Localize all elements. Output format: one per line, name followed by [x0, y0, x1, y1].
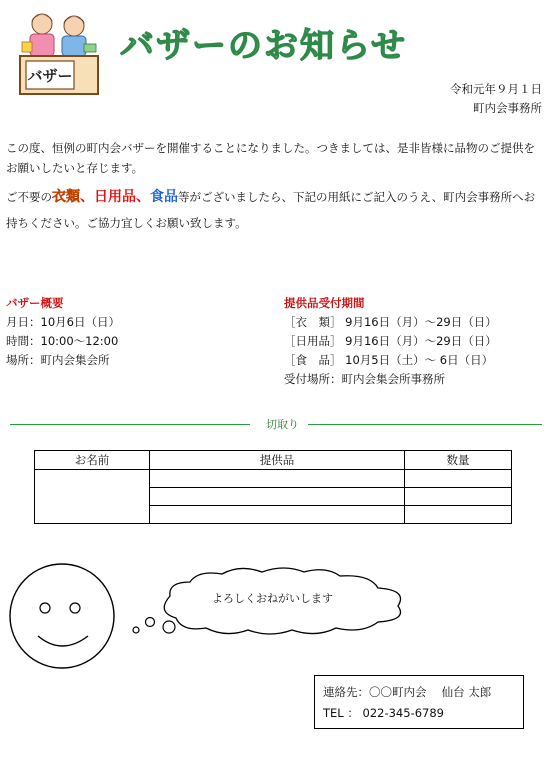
issue-info — [450, 80, 542, 118]
smiley-face — [10, 564, 114, 668]
name-cell[interactable] — [35, 470, 150, 524]
overview-time: 時間：10:00～12:00 — [6, 334, 119, 348]
item-cell[interactable] — [150, 488, 405, 506]
item-daily-goods: 日用品 — [94, 189, 136, 205]
bazaar-overview — [6, 294, 120, 370]
cut-label: 切取り — [262, 416, 303, 432]
table-row — [35, 470, 512, 488]
contact-name: 連絡先：〇〇町内会 仙台 太郎 — [323, 685, 492, 699]
contact-phone: TEL ： 022-345-6789 — [323, 706, 444, 720]
bazaar-stall-illustration — [18, 6, 100, 98]
stall-sign-text: バザー — [27, 67, 73, 85]
reception-period — [284, 294, 497, 389]
donation-form-table — [34, 450, 512, 524]
overview-place: 場所：町内会集会所 — [6, 353, 110, 367]
item-clothes: 衣類 — [52, 189, 80, 205]
request-suffix: 等がございましたら、下記の用紙にご記入のうえ、町内会事務所へお持ちください。ご協力宜しくお願い致します。 — [6, 190, 536, 230]
item-cell[interactable] — [150, 470, 405, 488]
request-prefix: ご不要の — [6, 190, 52, 204]
item-food: 食品 — [150, 189, 178, 205]
issue-date: 令和元年９月１日 — [450, 82, 542, 96]
quantity-cell[interactable] — [405, 470, 512, 488]
header-quantity: 数量 — [405, 451, 512, 470]
item-separator: 、 — [80, 189, 94, 205]
speech-bubble-text: よろしくおねがいします — [212, 592, 333, 605]
table-header-row — [35, 451, 512, 470]
smiley-face-illustration — [0, 560, 420, 680]
header-item: 提供品 — [150, 451, 405, 470]
item-cell[interactable] — [150, 506, 405, 524]
reception-daily-goods: ［日用品］ 9月16日（月）～29日（日） — [284, 334, 497, 348]
reception-place: 受付場所：町内会集会所事務所 — [284, 372, 445, 386]
item-separator: 、 — [136, 189, 150, 205]
cut-line-right — [308, 424, 542, 425]
intro-paragraph: この度、恒例の町内会バザーを開催することになりました。つきましては、是非皆様に品物のご提供をお願いしたいと存じます。 — [6, 141, 535, 175]
overview-date: 月日：10月6日（日） — [6, 315, 120, 329]
page-title: バザーのお知らせ — [120, 26, 407, 66]
cut-line-left — [10, 424, 250, 425]
quantity-cell[interactable] — [405, 488, 512, 506]
reception-clothes: ［衣 類］ 9月16日（月）～29日（日） — [284, 315, 497, 329]
quantity-cell[interactable] — [405, 506, 512, 524]
reception-heading: 提供品受付期間 — [284, 296, 365, 310]
overview-heading: バザー概要 — [6, 296, 64, 310]
reception-food: ［食 品］ 10月5日（土）～ 6日（日） — [284, 353, 494, 367]
request-paragraph — [6, 184, 546, 236]
contact-box — [314, 675, 524, 729]
header-name: お名前 — [35, 451, 150, 470]
issuer-name: 町内会事務所 — [473, 101, 542, 115]
